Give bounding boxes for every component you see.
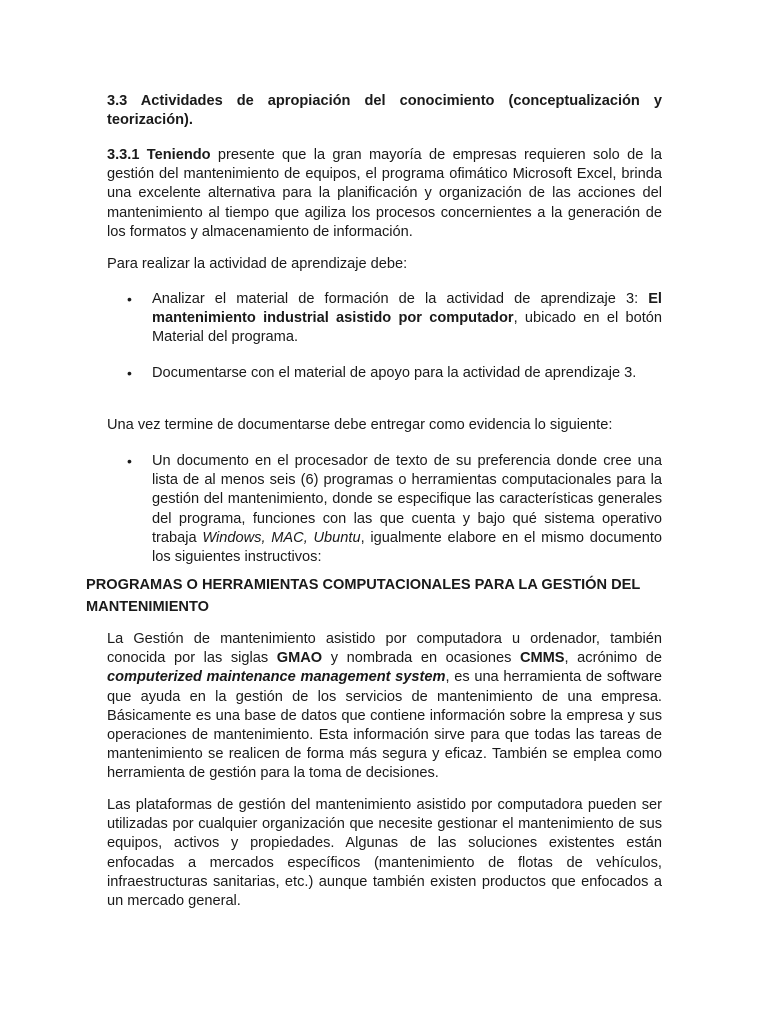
activity-intro: Para realizar la actividad de aprendizaje debe: (107, 256, 408, 272)
evidence-intro: Una vez termine de documentarse debe entregar como evidencia lo siguiente: (107, 417, 613, 433)
bullet-icon: • (127, 453, 132, 469)
activity-item-1: Analizar el material de formación de la actividad de aprendizaje 3: El mantenimiento industrial asistido por computador, ubicado en el botón Material del programa. (152, 291, 662, 346)
section-3-3-1-text: presente que la gran mayoría de empresas requieren solo de la gestión del mantenimiento de equipos, el programa ofimático Microsoft Excel, brinda una excelente alternativa para la planificación y organización de las acciones del mantenimiento al tiempo que agiliza los procesos concernientes a la generación de los formatos y almacenamiento de información. (107, 147, 663, 240)
gmao-acronym: GMAO (276, 650, 323, 667)
cmms-full-name: computerized maintenance management system (107, 669, 446, 686)
platforms-paragraph: Las plataformas de gestión del mantenimiento asistido por computadora pueden ser utilizadas por cualquier organización que necesite gestionar el mantenimiento de sus equipos, activos y propiedades. Algunas de las soluciones existentes están enfocadas a mercados específicos (mantenimiento de flotas de vehículos, infraestructuras sanitarias, etc.) aunque también existen productos que enfocados a un mercado general. (107, 797, 662, 910)
bullet-icon: • (127, 365, 132, 381)
evidence-item: Un documento en el procesador de texto de su preferencia donde cree una lista de al menos seis (6) programas o herramientas computacionales para la gestión del mantenimiento, donde se especifique las características generales del programa, funciones con las que cuenta y bajo qué sistema operativo trabaja Windows, MAC, Ubuntu, igualmente elabore en el mismo documento los siguientes instructivos: (152, 453, 663, 566)
bullet-icon: • (127, 291, 132, 307)
cmms-acronym: CMMS (519, 650, 565, 667)
section-3-3-1-paragraph (107, 146, 662, 242)
programs-heading: PROGRAMAS O HERRAMIENTAS COMPUTACIONALES PARA LA GESTIÓN DEL MANTENIMIENTO (86, 577, 641, 615)
section-3-3-heading: 3.3 Actividades de apropiación del conocimiento (conceptualización y teorización). (107, 93, 662, 129)
section-3-3-1-lead: 3.3.1 Teniendo (107, 147, 211, 163)
activity-item-2: Documentarse con el material de apoyo para la actividad de aprendizaje 3. (152, 365, 637, 381)
gmao-paragraph: La Gestión de mantenimiento asistido por computadora u ordenador, también conocida por las siglas GMAO y nombrada en ocasiones CMMS, acrónimo de computerized maintenance management system, es una herramienta de software que ayuda en la gestión de los servicios de mantenimiento de una empresa. Básicamente es una base de datos que contiene información sobre la empresa y sus operaciones de mantenimiento. Esta información sirve para que todas las tareas de mantenimiento se realicen de forma más segura y eficaz. También se emplea como herramienta de gestión para la toma de decisiones. (107, 631, 662, 782)
